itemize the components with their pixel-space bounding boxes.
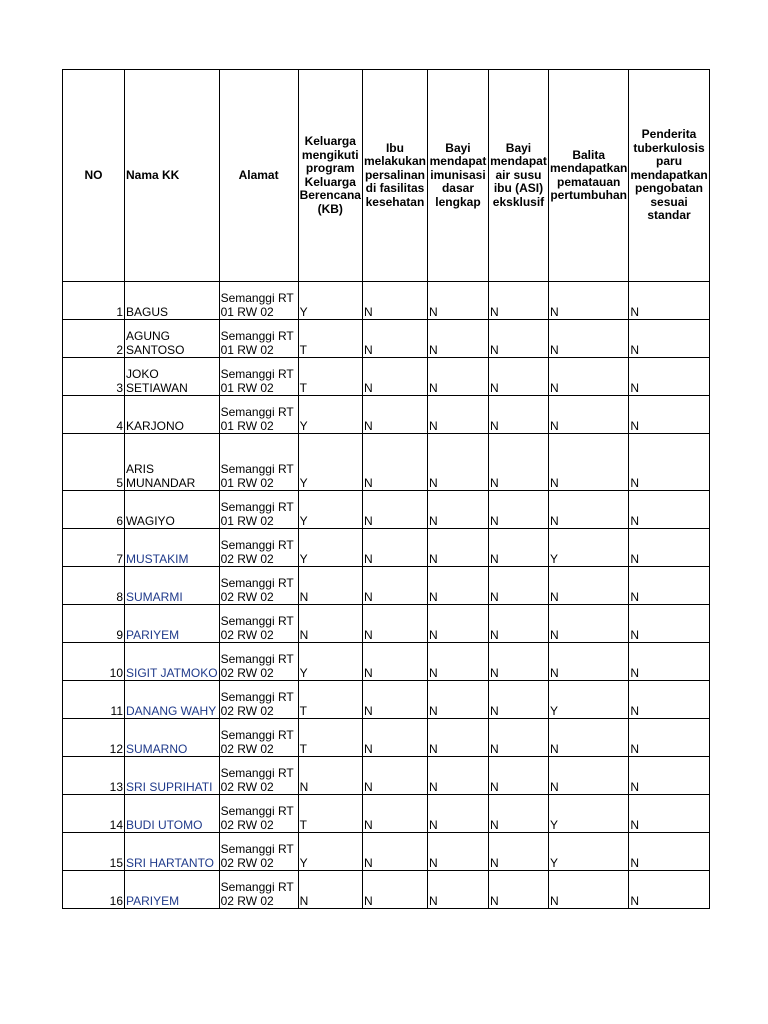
cell-balita: N [548,434,628,491]
cell-tb: N [629,719,709,757]
cell-persalinan: N [362,833,427,871]
table-row [63,529,710,567]
cell-nama-kk: KARJONO [125,396,220,434]
cell-asi: N [488,396,548,434]
cell-nama-kk: MUSTAKIM [125,529,220,567]
cell-alamat: Semanggi RT 01 RW 02 [219,434,298,491]
table-row [63,681,710,719]
cell-persalinan: N [362,567,427,605]
cell-no: 10 [63,643,125,681]
cell-asi: N [488,795,548,833]
cell-alamat: Semanggi RT 01 RW 02 [219,282,298,320]
cell-imunisasi: N [427,434,488,491]
table-row [63,567,710,605]
cell-kb: Y [298,643,362,681]
cell-nama-kk: SRI SUPRIHATI [125,757,220,795]
cell-balita: N [548,396,628,434]
cell-nama-kk: SRI HARTANTO [125,833,220,871]
cell-asi: N [488,434,548,491]
cell-asi: N [488,320,548,358]
cell-nama-kk: WAGIYO [125,491,220,529]
cell-no: 8 [63,567,125,605]
cell-balita: N [548,491,628,529]
cell-persalinan: N [362,605,427,643]
table-row [63,358,710,396]
cell-alamat: Semanggi RT 02 RW 02 [219,719,298,757]
cell-asi: N [488,529,548,567]
table-row [63,757,710,795]
cell-imunisasi: N [427,757,488,795]
cell-no: 3 [63,358,125,396]
cell-no: 6 [63,491,125,529]
cell-imunisasi: N [427,320,488,358]
header-alamat: Alamat [219,70,298,282]
header-balita: Balita mendapatkan pematauan pertumbuhan [548,70,628,282]
cell-no: 14 [63,795,125,833]
cell-balita: Y [548,681,628,719]
cell-alamat: Semanggi RT 01 RW 02 [219,320,298,358]
cell-tb: N [629,320,709,358]
cell-balita: N [548,320,628,358]
header-asi: Bayi mendapat air susu ibu (ASI) eksklusif [488,70,548,282]
cell-imunisasi: N [427,833,488,871]
table-row [63,833,710,871]
cell-tb: N [629,605,709,643]
cell-imunisasi: N [427,396,488,434]
cell-persalinan: N [362,681,427,719]
header-tb: Penderita tuberkulosis paru mendapatkan pengobatan sesuai standar [629,70,709,282]
cell-alamat: Semanggi RT 01 RW 02 [219,358,298,396]
cell-kb: Y [298,491,362,529]
cell-nama-kk: PARIYEM [125,871,220,909]
cell-no: 2 [63,320,125,358]
cell-alamat: Semanggi RT 02 RW 02 [219,643,298,681]
cell-persalinan: N [362,529,427,567]
cell-imunisasi: N [427,871,488,909]
table-row [63,643,710,681]
cell-no: 7 [63,529,125,567]
header-row [63,70,710,282]
cell-kb: T [298,795,362,833]
cell-persalinan: N [362,719,427,757]
header-kb: Keluarga mengikuti program Keluarga Berencana (KB) [298,70,362,282]
cell-persalinan: N [362,282,427,320]
cell-alamat: Semanggi RT 02 RW 02 [219,795,298,833]
cell-asi: N [488,358,548,396]
table-row [63,320,710,358]
cell-nama-kk: JOKO SETIAWAN [125,358,220,396]
cell-nama-kk: SUMARNO [125,719,220,757]
cell-tb: N [629,871,709,909]
cell-asi: N [488,757,548,795]
cell-nama-kk: BUDI UTOMO [125,795,220,833]
cell-nama-kk: BAGUS [125,282,220,320]
cell-nama-kk: ARIS MUNANDAR [125,434,220,491]
cell-imunisasi: N [427,795,488,833]
header-nama-kk: Nama KK [125,70,220,282]
cell-nama-kk: AGUNG SANTOSO [125,320,220,358]
cell-tb: N [629,396,709,434]
cell-alamat: Semanggi RT 02 RW 02 [219,757,298,795]
cell-persalinan: N [362,320,427,358]
cell-balita: N [548,282,628,320]
cell-tb: N [629,529,709,567]
cell-no: 13 [63,757,125,795]
cell-no: 11 [63,681,125,719]
cell-no: 5 [63,434,125,491]
cell-asi: N [488,491,548,529]
cell-balita: Y [548,833,628,871]
cell-no: 1 [63,282,125,320]
cell-tb: N [629,434,709,491]
cell-tb: N [629,757,709,795]
table-row [63,282,710,320]
cell-kb: N [298,757,362,795]
cell-balita: N [548,757,628,795]
cell-kb: Y [298,282,362,320]
cell-tb: N [629,358,709,396]
cell-asi: N [488,605,548,643]
cell-persalinan: N [362,396,427,434]
cell-nama-kk: SUMARMI [125,567,220,605]
cell-alamat: Semanggi RT 02 RW 02 [219,871,298,909]
cell-imunisasi: N [427,681,488,719]
cell-imunisasi: N [427,282,488,320]
cell-alamat: Semanggi RT 02 RW 02 [219,681,298,719]
cell-persalinan: N [362,491,427,529]
cell-tb: N [629,491,709,529]
cell-persalinan: N [362,795,427,833]
cell-nama-kk: DANANG WAHY [125,681,220,719]
cell-kb: N [298,871,362,909]
cell-balita: Y [548,795,628,833]
table-row [63,491,710,529]
cell-kb: Y [298,434,362,491]
header-persalinan: Ibu melakukan persalinan di fasilitas kesehatan [362,70,427,282]
cell-asi: N [488,643,548,681]
cell-imunisasi: N [427,643,488,681]
cell-nama-kk: SIGIT JATMOKO [125,643,220,681]
cell-balita: N [548,567,628,605]
cell-no: 16 [63,871,125,909]
table-row [63,605,710,643]
cell-imunisasi: N [427,529,488,567]
cell-persalinan: N [362,757,427,795]
cell-tb: N [629,833,709,871]
cell-alamat: Semanggi RT 02 RW 02 [219,605,298,643]
cell-alamat: Semanggi RT 01 RW 02 [219,396,298,434]
cell-kb: Y [298,529,362,567]
cell-asi: N [488,833,548,871]
cell-kb: N [298,605,362,643]
cell-kb: T [298,358,362,396]
cell-asi: N [488,282,548,320]
cell-asi: N [488,719,548,757]
cell-kb: N [298,567,362,605]
cell-imunisasi: N [427,358,488,396]
cell-persalinan: N [362,871,427,909]
cell-kb: T [298,320,362,358]
cell-balita: N [548,358,628,396]
cell-kb: Y [298,833,362,871]
cell-alamat: Semanggi RT 02 RW 02 [219,529,298,567]
table-row [63,396,710,434]
cell-tb: N [629,282,709,320]
cell-persalinan: N [362,643,427,681]
cell-tb: N [629,681,709,719]
cell-tb: N [629,643,709,681]
cell-imunisasi: N [427,567,488,605]
header-no: NO [63,70,125,282]
cell-no: 15 [63,833,125,871]
cell-imunisasi: N [427,491,488,529]
household-health-table [62,69,710,909]
cell-asi: N [488,681,548,719]
cell-no: 12 [63,719,125,757]
table-row [63,434,710,491]
cell-balita: N [548,719,628,757]
cell-balita: N [548,643,628,681]
cell-alamat: Semanggi RT 02 RW 02 [219,833,298,871]
cell-imunisasi: N [427,605,488,643]
cell-tb: N [629,795,709,833]
cell-imunisasi: N [427,719,488,757]
cell-kb: T [298,719,362,757]
cell-persalinan: N [362,358,427,396]
cell-balita: Y [548,529,628,567]
cell-kb: T [298,681,362,719]
cell-tb: N [629,567,709,605]
cell-alamat: Semanggi RT 01 RW 02 [219,491,298,529]
cell-nama-kk: PARIYEM [125,605,220,643]
table-row [63,795,710,833]
cell-no: 9 [63,605,125,643]
cell-kb: Y [298,396,362,434]
cell-balita: N [548,871,628,909]
cell-no: 4 [63,396,125,434]
cell-balita: N [548,605,628,643]
cell-persalinan: N [362,434,427,491]
cell-asi: N [488,871,548,909]
cell-asi: N [488,567,548,605]
table-row [63,871,710,909]
cell-alamat: Semanggi RT 02 RW 02 [219,567,298,605]
header-imunisasi: Bayi mendapat imunisasi dasar lengkap [427,70,488,282]
table-row [63,719,710,757]
